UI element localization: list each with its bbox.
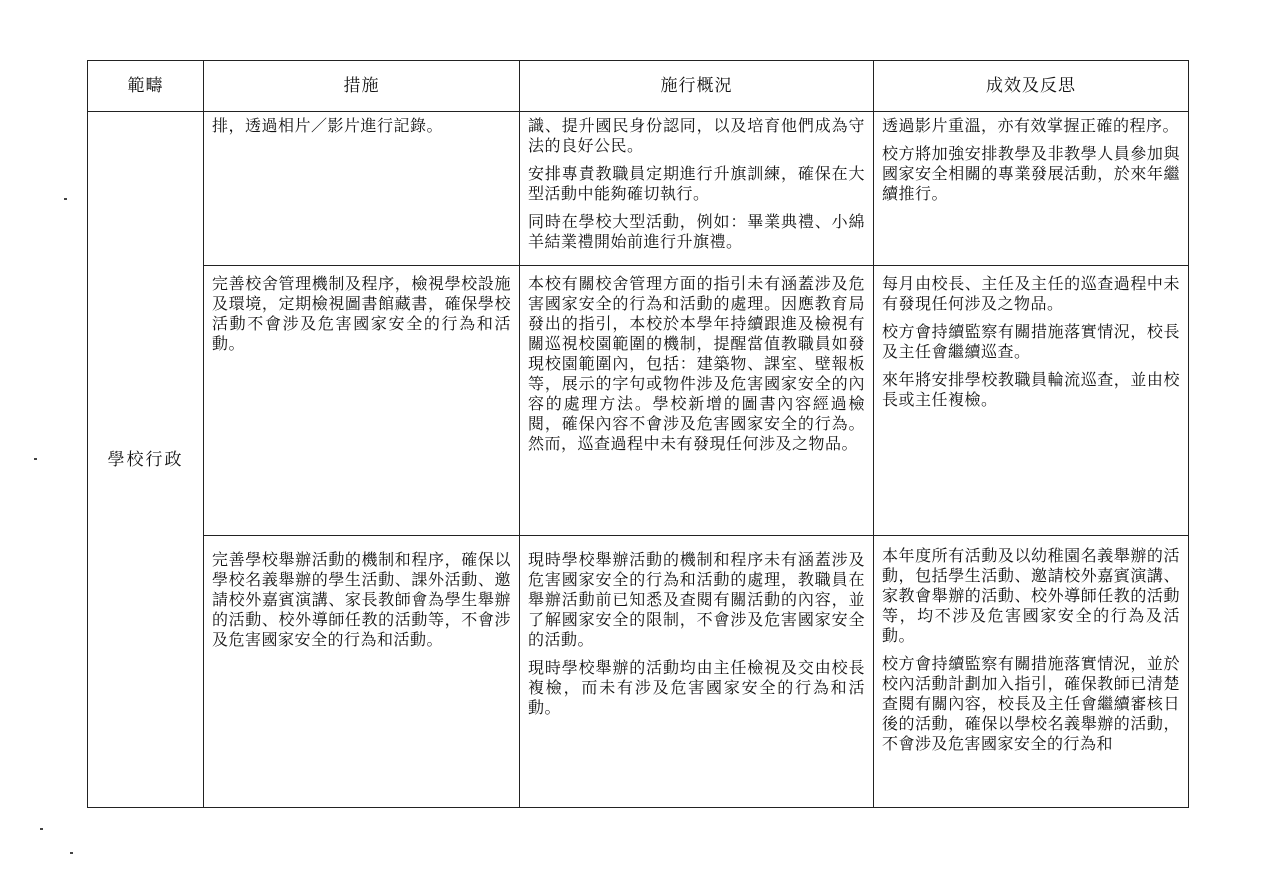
table-row xyxy=(88,536,1189,808)
measure-text: 完善校舍管理機制及程序，檢視學校設施及環境，定期檢視圖書館藏書，確保學校活動不會涉及危害國家安全的行為和活動。 xyxy=(212,274,511,353)
scan-speck xyxy=(40,828,43,830)
implementation-text: 現時學校舉辦的活動均由主任檢視及交由校長複檢，而未有涉及危害國家安全的行為和活動。 xyxy=(528,658,865,717)
results-text: 每月由校長、主任及主任的巡查過程中未有發現任何涉及之物品。 xyxy=(882,274,1180,313)
results-text: 校方會持續監察有關措施落實情況，並於校內活動計劃加入指引，確保教師已清楚查閱有關內容，校長及主任會繼續審核日後的活動，確保以學校名義舉辦的活動，不會涉及危害國家安全的行為和 xyxy=(882,654,1180,753)
implementation-text: 同時在學校大型活動，例如：畢業典禮、小綿羊結業禮開始前進行升旗禮。 xyxy=(528,212,865,251)
results-cell xyxy=(874,536,1189,808)
measure-cell xyxy=(204,112,520,266)
implementation-text: 識、提升國民身份認同，以及培育他們成為守法的良好公民。 xyxy=(528,116,865,155)
results-text: 校方會持續監察有關措施落實情況，校長及主任會繼續巡查。 xyxy=(882,322,1180,361)
header-scope: 範疇 xyxy=(88,61,204,112)
results-text: 來年將安排學校教職員輪流巡查，並由校長或主任複檢。 xyxy=(882,370,1180,409)
measures-table xyxy=(87,60,1189,808)
table-header-row xyxy=(88,61,1189,112)
scan-speck xyxy=(34,458,37,460)
scan-speck xyxy=(70,852,73,854)
results-text: 校方將加強安排教學及非教學人員參加與國家安全相關的專業發展活動，於來年繼續推行。 xyxy=(882,144,1180,203)
table-row xyxy=(88,112,1189,266)
table-row xyxy=(88,266,1189,536)
implementation-cell xyxy=(520,112,874,266)
scan-speck xyxy=(64,198,67,200)
implementation-cell xyxy=(520,266,874,536)
scope-cell: 學校行政 xyxy=(88,112,204,808)
header-results: 成效及反思 xyxy=(874,61,1189,112)
results-cell xyxy=(874,266,1189,536)
results-text: 本年度所有活動及以幼稚園名義舉辦的活動，包括學生活動、邀請校外嘉賓演講、家教會舉辦的活動、校外導師任教的活動等，均不涉及危害國家安全的行為及活動。 xyxy=(882,546,1180,645)
header-measures: 措施 xyxy=(204,61,520,112)
measure-text: 完善學校舉辦活動的機制和程序，確保以學校名義舉辦的學生活動、課外活動、邀請校外嘉賓演講、家長教師會為學生舉辦的活動、校外導師任教的活動等，不會涉及危害國家安全的行為和活動。 xyxy=(212,550,511,649)
measure-cell xyxy=(204,266,520,536)
implementation-text: 現時學校舉辦活動的機制和程序未有涵蓋涉及危害國家安全的行為和活動的處理，教職員在舉辦活動前已知悉及查閱有關活動的內容，並了解國家安全的限制，不會涉及危害國家安全的活動。 xyxy=(528,550,865,649)
header-implementation: 施行概況 xyxy=(520,61,874,112)
implementation-cell xyxy=(520,536,874,808)
implementation-text: 安排專責教職員定期進行升旗訓練，確保在大型活動中能夠確切執行。 xyxy=(528,164,865,203)
implementation-text: 本校有關校舍管理方面的指引未有涵蓋涉及危害國家安全的行為和活動的處理。因應教育局發出的指引，本校於本學年持續跟進及檢視有關巡視校園範圍的機制，提醒當值教職員如發現校園範圍內，包括：建築物、課室、壁報板等，展示的字句或物件涉及危害國家安全的內容的處理方法。學校新增的圖書內容經過檢閱，確保內容不會涉及危害國家安全的行為。然而，巡查過程中未有發現任何涉及之物品。 xyxy=(528,274,865,453)
measure-cell xyxy=(204,536,520,808)
measure-text: 排，透過相片／影片進行記錄。 xyxy=(212,116,444,135)
results-cell xyxy=(874,112,1189,266)
results-text: 透過影片重溫，亦有效掌握正確的程序。 xyxy=(882,116,1180,135)
